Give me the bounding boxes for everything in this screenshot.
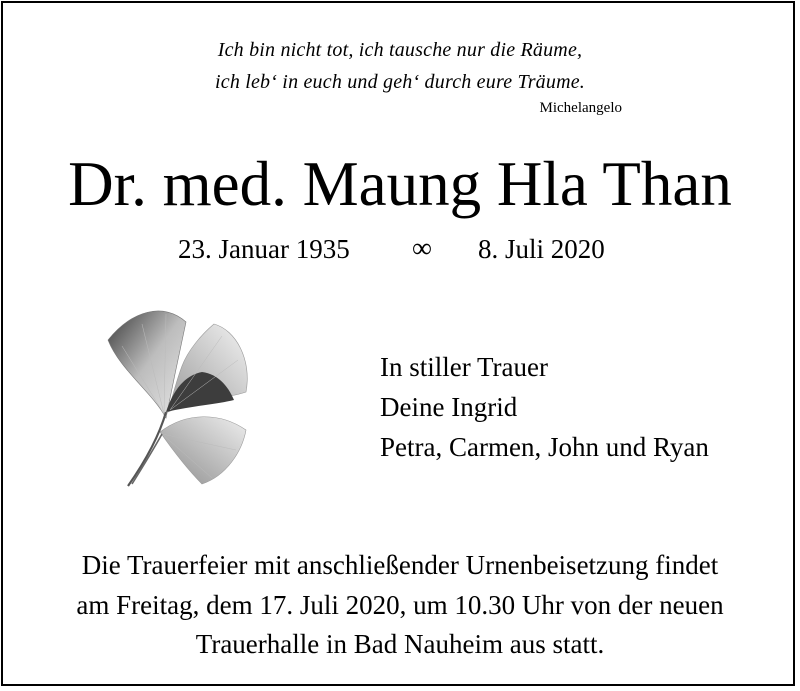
- birth-date: 23. Januar 1935: [178, 234, 350, 264]
- funeral-notice-line-1: Die Trauerfeier mit anschließender Urnenbeisetzung findet: [81, 550, 719, 580]
- quote-line-2: ich leb‘ in euch und geh‘ durch eure Träume.: [214, 71, 585, 93]
- funeral-notice-line-3: Trauerhalle in Bad Nauheim aus statt.: [195, 629, 605, 659]
- ginkgo-leaf-icon: [102, 300, 258, 492]
- quote-line-1: Ich bin nicht tot, ich tausche nur die Räume,: [217, 39, 583, 61]
- death-date: 8. Juli 2020: [478, 234, 605, 264]
- funeral-notice-line-2: am Freitag, dem 17. Juli 2020, um 10.30 Uhr von der neuen: [76, 590, 724, 620]
- deceased-name: Dr. med. Maung Hla Than: [68, 149, 732, 219]
- mourner-line-1: In stiller Trauer: [380, 352, 548, 382]
- infinity-symbol: ∞: [412, 233, 432, 264]
- quote-author: Michelangelo: [539, 100, 622, 116]
- mourner-line-3: Petra, Carmen, John und Ryan: [380, 432, 709, 462]
- mourner-line-2: Deine Ingrid: [380, 392, 518, 422]
